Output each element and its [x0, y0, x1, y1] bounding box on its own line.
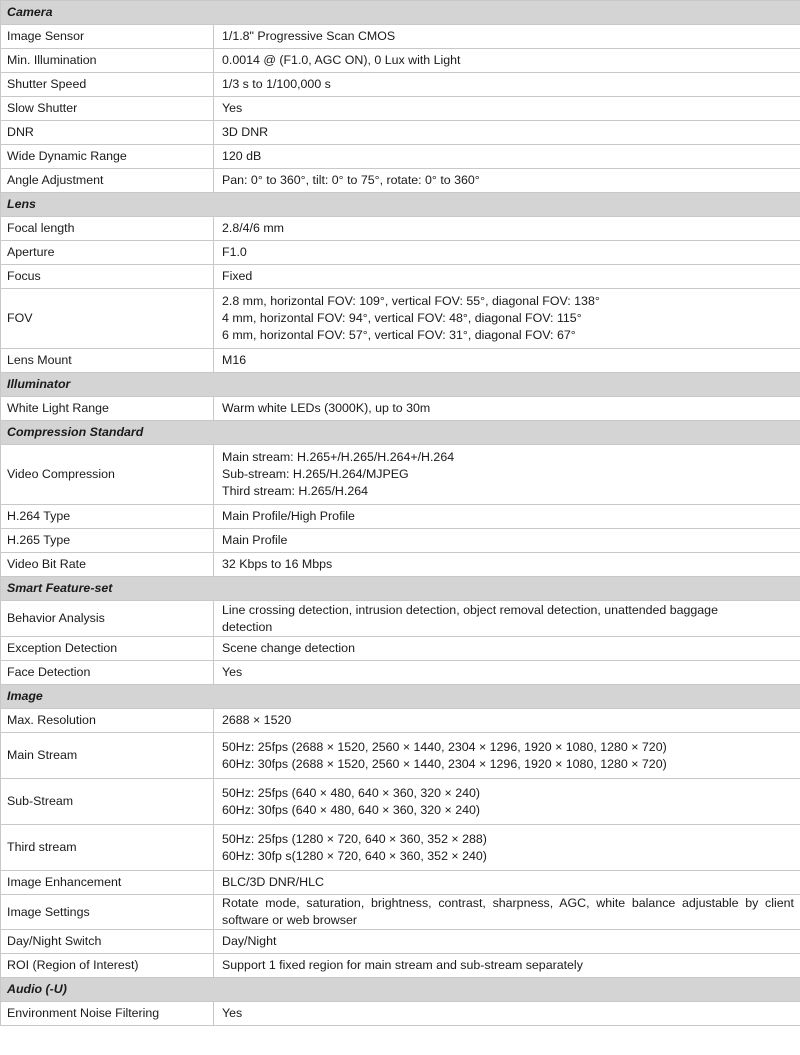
spec-value	[214, 637, 800, 661]
spec-value	[214, 121, 800, 145]
spec-row	[1, 145, 800, 169]
spec-value	[214, 895, 800, 930]
spec-row	[1, 954, 800, 978]
spec-row	[1, 169, 800, 193]
spec-label: Face Detection	[1, 661, 214, 685]
spec-value-line: Yes	[222, 1006, 243, 1020]
spec-value-line: Fixed	[222, 269, 253, 283]
spec-label: Day/Night Switch	[1, 930, 214, 954]
spec-value	[214, 289, 800, 349]
spec-value-line: M16	[222, 353, 247, 367]
spec-value-line: Line crossing detection, intrusion detection, object removal detection, unattended baggage	[222, 602, 718, 617]
spec-value-line: 50Hz: 25fps (640 × 480, 640 × 360, 320 × 240)	[222, 785, 480, 800]
spec-value-line: F1.0	[222, 245, 247, 259]
spec-row	[1, 397, 800, 421]
spec-label: White Light Range	[1, 397, 214, 421]
spec-label: Slow Shutter	[1, 97, 214, 121]
spec-value	[214, 871, 800, 895]
spec-value	[214, 169, 800, 193]
spec-value	[214, 145, 800, 169]
spec-label: Image Sensor	[1, 25, 214, 49]
spec-label: Wide Dynamic Range	[1, 145, 214, 169]
section-title: Illuminator	[1, 373, 800, 397]
spec-value-line: 2.8 mm, horizontal FOV: 109°, vertical FOV: 55°, diagonal FOV: 138°	[222, 294, 600, 308]
spec-row	[1, 25, 800, 49]
section-header	[1, 685, 800, 709]
section-header	[1, 193, 800, 217]
spec-value	[214, 505, 800, 529]
spec-value	[214, 217, 800, 241]
spec-label: H.265 Type	[1, 529, 214, 553]
spec-value	[214, 397, 800, 421]
spec-row	[1, 637, 800, 661]
spec-row	[1, 871, 800, 895]
spec-value-line: Scene change detection	[222, 641, 355, 655]
spec-value	[214, 954, 800, 978]
spec-value	[214, 1002, 800, 1026]
spec-value	[214, 25, 800, 49]
spec-value-line: 50Hz: 25fps (1280 × 720, 640 × 360, 352 × 288)	[222, 831, 487, 846]
spec-value-line: Main stream: H.265+/H.265/H.264+/H.264	[222, 450, 455, 464]
spec-label: Third stream	[1, 825, 214, 871]
spec-label: DNR	[1, 121, 214, 145]
spec-label: Exception Detection	[1, 637, 214, 661]
spec-label: Image Enhancement	[1, 871, 214, 895]
spec-value-line: 0.0014 @ (F1.0, AGC ON), 0 Lux with Light	[222, 53, 461, 67]
section-title: Audio (-U)	[1, 978, 800, 1002]
spec-label: H.264 Type	[1, 505, 214, 529]
spec-value	[214, 529, 800, 553]
spec-row	[1, 505, 800, 529]
spec-value-line: 60Hz: 30fps (2688 × 1520, 2560 × 1440, 2304 × 1296, 1920 × 1080, 1280 × 720)	[222, 756, 667, 771]
spec-value-line: Yes	[222, 101, 243, 115]
spec-value	[214, 241, 800, 265]
spec-row	[1, 73, 800, 97]
spec-label: FOV	[1, 289, 214, 349]
spec-value	[214, 553, 800, 577]
spec-label: Environment Noise Filtering	[1, 1002, 214, 1026]
spec-value-line: 1/1.8" Progressive Scan CMOS	[222, 29, 396, 43]
spec-value	[214, 601, 800, 637]
spec-label: Min. Illumination	[1, 49, 214, 73]
section-header	[1, 1, 800, 25]
section-header	[1, 421, 800, 445]
spec-value-line: BLC/3D DNR/HLC	[222, 875, 324, 889]
spec-row	[1, 349, 800, 373]
spec-row	[1, 601, 800, 637]
spec-value-line: Third stream: H.265/H.264	[222, 484, 368, 498]
spec-table-body	[1, 1, 800, 1026]
spec-value-line: 50Hz: 25fps (2688 × 1520, 2560 × 1440, 2304 × 1296, 1920 × 1080, 1280 × 720)	[222, 739, 667, 754]
spec-row	[1, 529, 800, 553]
spec-value-line: 1/3 s to 1/100,000 s	[222, 77, 331, 91]
spec-value-line: 4 mm, horizontal FOV: 94°, vertical FOV: 48°, diagonal FOV: 115°	[222, 311, 582, 325]
spec-label: Main Stream	[1, 733, 214, 779]
spec-value-line: Pan: 0° to 360°, tilt: 0° to 75°, rotate: 0° to 360°	[222, 173, 480, 187]
spec-value	[214, 779, 800, 825]
spec-row	[1, 895, 800, 930]
section-header	[1, 373, 800, 397]
spec-value-line: Support 1 fixed region for main stream and sub-stream separately	[222, 958, 583, 972]
spec-label: Shutter Speed	[1, 73, 214, 97]
spec-row	[1, 661, 800, 685]
spec-value	[214, 265, 800, 289]
spec-value	[214, 661, 800, 685]
spec-value-line: 3D DNR	[222, 125, 269, 139]
spec-value-line: Rotate mode, saturation, brightness, contrast, sharpness, AGC, white balance adjustable by client software or web browser	[222, 896, 794, 927]
section-title: Compression Standard	[1, 421, 800, 445]
spec-row	[1, 445, 800, 505]
spec-row	[1, 1002, 800, 1026]
spec-row	[1, 265, 800, 289]
spec-label: Focal length	[1, 217, 214, 241]
section-header	[1, 577, 800, 601]
spec-value-line: Main Profile/High Profile	[222, 509, 355, 523]
spec-value-line: Sub-stream: H.265/H.264/MJPEG	[222, 467, 409, 481]
section-title: Smart Feature-set	[1, 577, 800, 601]
spec-row	[1, 709, 800, 733]
spec-value-line: 60Hz: 30fps (640 × 480, 640 × 360, 320 × 240)	[222, 802, 480, 817]
spec-row	[1, 553, 800, 577]
spec-value-line: Main Profile	[222, 533, 288, 547]
spec-value-line: 32 Kbps to 16 Mbps	[222, 557, 333, 571]
spec-value-line: 120 dB	[222, 149, 262, 163]
spec-label: Max. Resolution	[1, 709, 214, 733]
spec-value	[214, 97, 800, 121]
spec-value	[214, 49, 800, 73]
spec-value	[214, 709, 800, 733]
spec-value	[214, 733, 800, 779]
spec-row	[1, 241, 800, 265]
spec-row	[1, 97, 800, 121]
spec-value-line: Day/Night	[222, 934, 277, 948]
spec-label: Image Settings	[1, 895, 214, 930]
spec-value-line: 60Hz: 30fp s(1280 × 720, 640 × 360, 352 × 240)	[222, 848, 487, 863]
spec-value	[214, 349, 800, 373]
spec-value-line: Yes	[222, 665, 243, 679]
section-header	[1, 978, 800, 1002]
spec-value	[214, 445, 800, 505]
spec-label: Focus	[1, 265, 214, 289]
spec-row	[1, 825, 800, 871]
spec-label: Aperture	[1, 241, 214, 265]
spec-value-line: detection	[222, 619, 273, 634]
spec-row	[1, 289, 800, 349]
spec-value	[214, 825, 800, 871]
spec-value-line: 2688 × 1520	[222, 713, 292, 727]
spec-label: Angle Adjustment	[1, 169, 214, 193]
spec-label: ROI (Region of Interest)	[1, 954, 214, 978]
spec-value-line: Warm white LEDs (3000K), up to 30m	[222, 401, 431, 415]
spec-label: Video Bit Rate	[1, 553, 214, 577]
spec-value-line: 6 mm, horizontal FOV: 57°, vertical FOV: 31°, diagonal FOV: 67°	[222, 328, 576, 342]
spec-label: Video Compression	[1, 445, 214, 505]
spec-row	[1, 217, 800, 241]
spec-value	[214, 73, 800, 97]
spec-row	[1, 779, 800, 825]
spec-row	[1, 930, 800, 954]
spec-label: Sub-Stream	[1, 779, 214, 825]
spec-value	[214, 930, 800, 954]
spec-row	[1, 733, 800, 779]
section-title: Lens	[1, 193, 800, 217]
spec-value-line: 2.8/4/6 mm	[222, 221, 284, 235]
section-title: Camera	[1, 1, 800, 25]
spec-row	[1, 121, 800, 145]
spec-row	[1, 49, 800, 73]
spec-label: Behavior Analysis	[1, 601, 214, 637]
spec-label: Lens Mount	[1, 349, 214, 373]
section-title: Image	[1, 685, 800, 709]
